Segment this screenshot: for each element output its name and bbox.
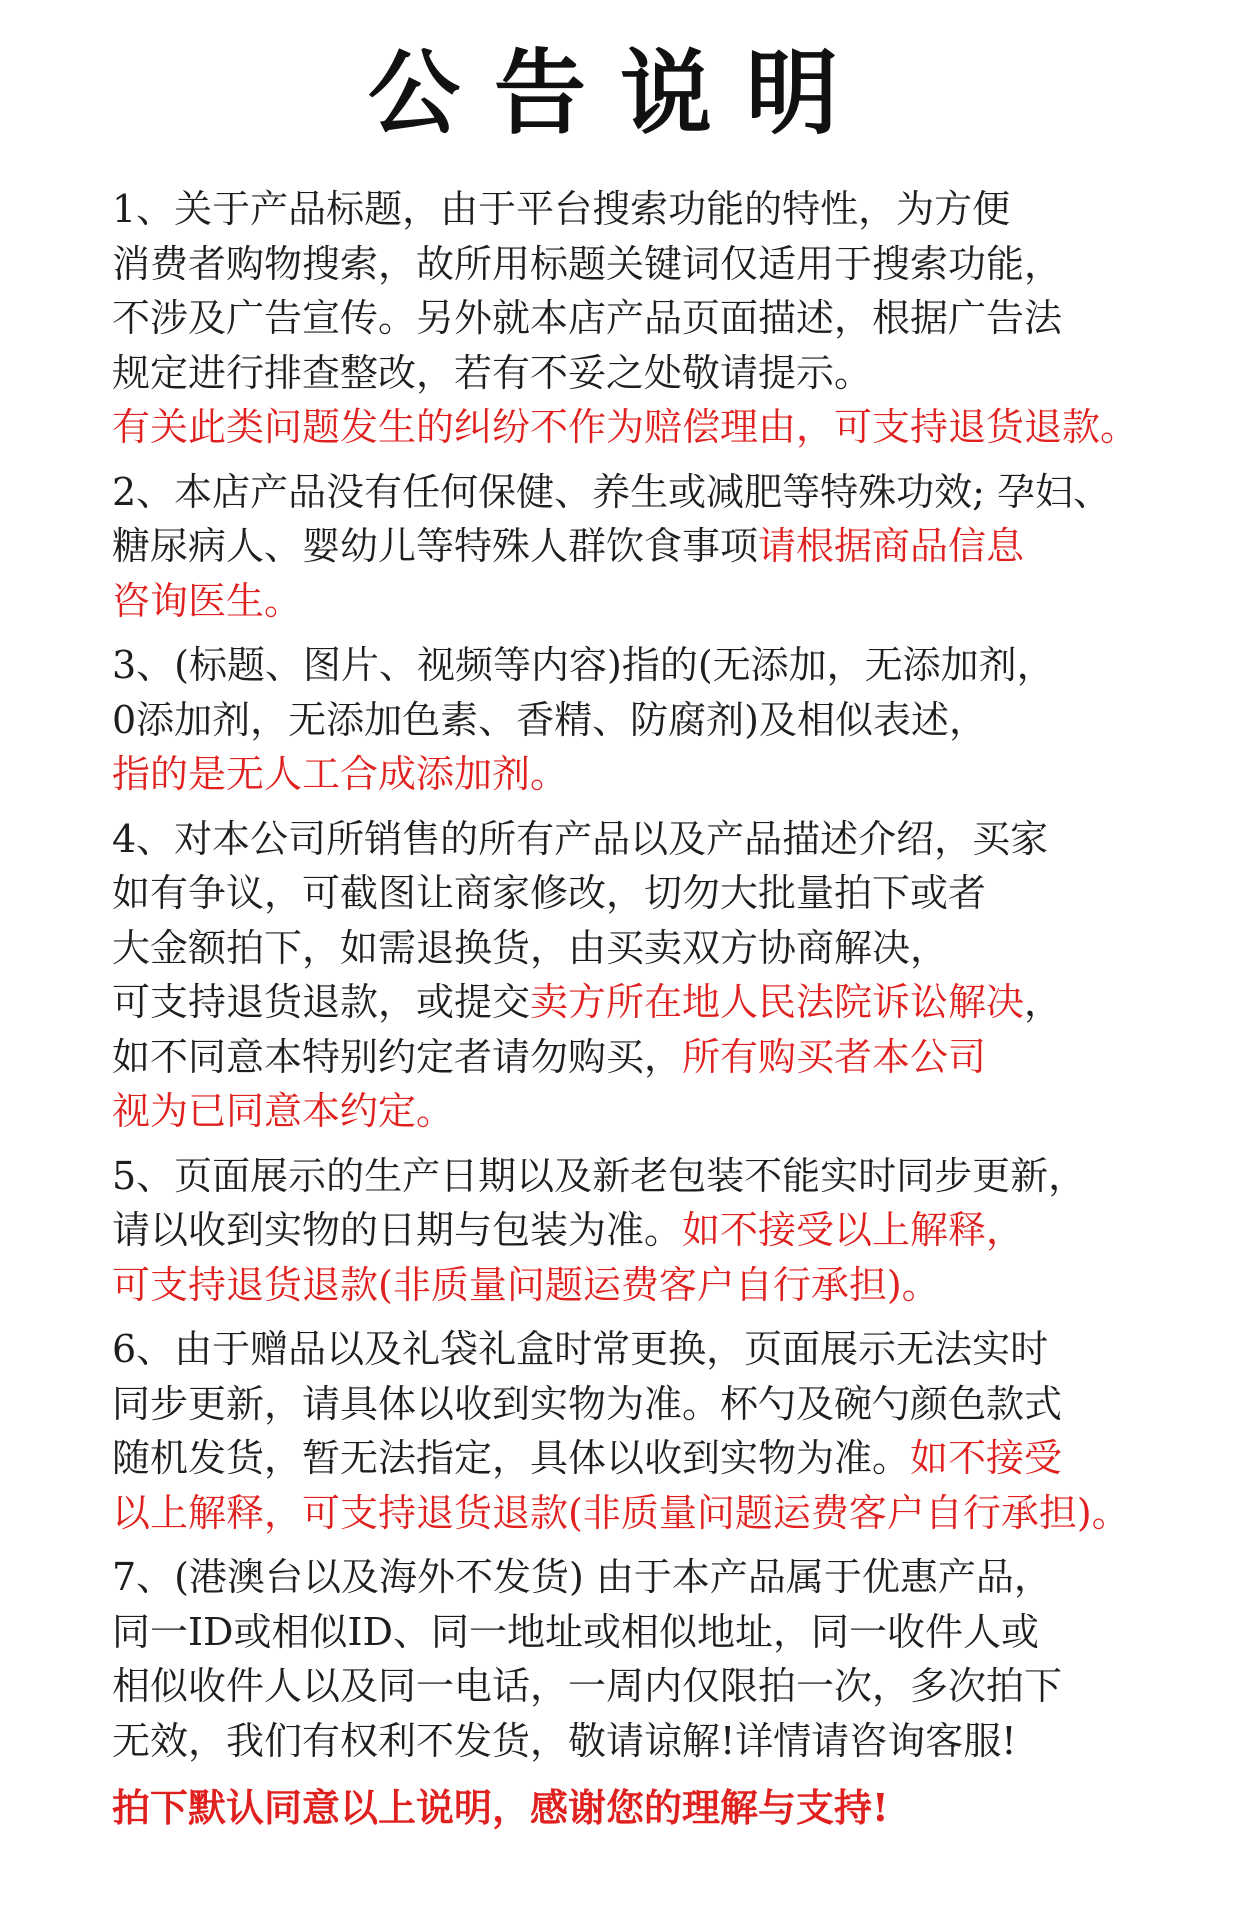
text-segment: 大金额拍下，如需退换货，由买卖双方协商解决，: [112, 925, 949, 970]
text-segment: 同一ID或相似ID、同一地址或相似地址，同一收件人或: [112, 1609, 1039, 1654]
notice-line: [112, 693, 1172, 748]
notice-line: [112, 1322, 1172, 1377]
notice-item-4: [112, 812, 1172, 1139]
text-segment: 1、关于产品标题，由于平台搜索功能的特性，为方便: [112, 187, 1011, 231]
notice-line-highlight: [112, 1486, 1172, 1541]
highlight-text: 以上解释，可支持退货退款(非质量问题运费客户自行承担)。: [112, 1490, 1130, 1535]
text-segment: 2、本店产品没有任何保健、养生或减肥等特殊功效; 孕妇、: [112, 469, 1112, 514]
notice-line: [112, 975, 1172, 1030]
text-segment: 3、(标题、图片、视频等内容)指的(无添加，无添加剂，: [112, 643, 1055, 687]
highlight-text: 指的是无人工合成添加剂。: [112, 752, 569, 796]
text-segment: 无效，我们有权利不发货，敬请谅解!详情请咨询客服!: [112, 1718, 1017, 1763]
highlight-text: 卖方所在地人民法院诉讼解决: [530, 980, 1025, 1024]
notice-line: [112, 291, 1172, 346]
text-segment: 同步更新，请具体以收到实物为准。杯勺及碗勺颜色款式: [112, 1381, 1063, 1426]
text-segment: 消费者购物搜索，故所用标题关键词仅适用于搜索功能，: [112, 241, 1063, 286]
text-segment: 不涉及广告宣传。另外就本店产品页面描述，根据广告法: [112, 296, 1063, 340]
notice-body: [112, 182, 1172, 1838]
notice-item-2: [112, 465, 1172, 629]
notice-line: [112, 1605, 1172, 1660]
text-segment: 4、对本公司所销售的所有产品以及产品描述介绍，买家: [112, 816, 1049, 861]
notice-line-highlight: [112, 747, 1172, 802]
notice-line: [112, 182, 1172, 237]
notice-line: [112, 1030, 1172, 1085]
text-segment: 相似收件人以及同一电话，一周内仅限拍一次，多次拍下: [112, 1664, 1063, 1708]
text-segment: 随机发货，暂无法指定，具体以收到实物为准。: [112, 1436, 911, 1480]
highlight-text: 所有购买者本公司: [682, 1034, 987, 1079]
notice-item-1: [112, 182, 1172, 455]
highlight-text: 咨询医生。: [112, 578, 303, 623]
notice-line: [112, 1550, 1172, 1605]
notice-line: [112, 1714, 1172, 1769]
text-segment: 如有争议，可截图让商家修改，切勿大批量拍下或者: [112, 871, 987, 915]
notice-line-highlight: [112, 400, 1172, 455]
notice-line: [112, 1659, 1172, 1714]
notice-line: [112, 237, 1172, 292]
notice-line: [112, 638, 1172, 693]
notice-line: [112, 921, 1172, 976]
text-segment: 7、(港澳台以及海外不发货) 由于本产品属于优惠产品，: [112, 1555, 1052, 1599]
text-segment: 6、由于赠品以及礼袋礼盒时常更换，页面展示无法实时: [112, 1327, 1049, 1371]
text-segment: 请以收到实物的日期与包装为准。: [112, 1208, 683, 1252]
page-title: 公告说明: [367, 39, 872, 147]
highlight-text: 视为已同意本约定。: [112, 1089, 455, 1133]
notice-line-highlight: [112, 574, 1172, 629]
notice-line-highlight: [112, 1258, 1172, 1313]
notice-item-6: [112, 1322, 1172, 1540]
highlight-text: 请根据商品信息: [758, 524, 1025, 568]
text-segment: 5、页面展示的生产日期以及新老包装不能实时同步更新，: [112, 1153, 1087, 1198]
notice-line: [112, 519, 1172, 574]
notice-line: [112, 1377, 1172, 1432]
final-note: 拍下默认同意以上说明，感谢您的理解与支持!: [112, 1785, 889, 1830]
highlight-text: 可支持退货退款(非质量问题运费客户自行承担)。: [112, 1262, 940, 1307]
notice-item-7: [112, 1550, 1172, 1768]
text-segment: ，: [1024, 980, 1063, 1024]
highlight-text: 有关此类问题发生的纠纷不作为赔偿理由，可支持退货退款。: [112, 405, 1139, 449]
notice-line: [112, 866, 1172, 921]
notice-line: [112, 812, 1172, 867]
text-segment: 糖尿病人、婴幼儿等特殊人群饮食事项: [112, 524, 759, 568]
text-segment: 可支持退货退款，或提交: [112, 980, 531, 1024]
notice-line: [112, 1431, 1172, 1486]
notice-line-highlight: [112, 1084, 1172, 1139]
text-segment: 如不同意本特别约定者请勿购买，: [112, 1034, 683, 1079]
notice-line: [112, 1149, 1172, 1204]
notice-line: [112, 346, 1172, 401]
highlight-text: 如不接受以上解释，: [682, 1208, 1025, 1252]
text-segment: 0添加剂，无添加色素、香精、防腐剂)及相似表述，: [112, 697, 988, 742]
notice-line: [112, 1203, 1172, 1258]
text-segment: 规定进行排查整改，若有不妥之处敬请提示。: [112, 350, 873, 395]
notice-item-5: [112, 1149, 1172, 1313]
notice-item-3: [112, 638, 1172, 802]
notice-line: [112, 465, 1172, 520]
highlight-text: 如不接受: [910, 1436, 1063, 1480]
